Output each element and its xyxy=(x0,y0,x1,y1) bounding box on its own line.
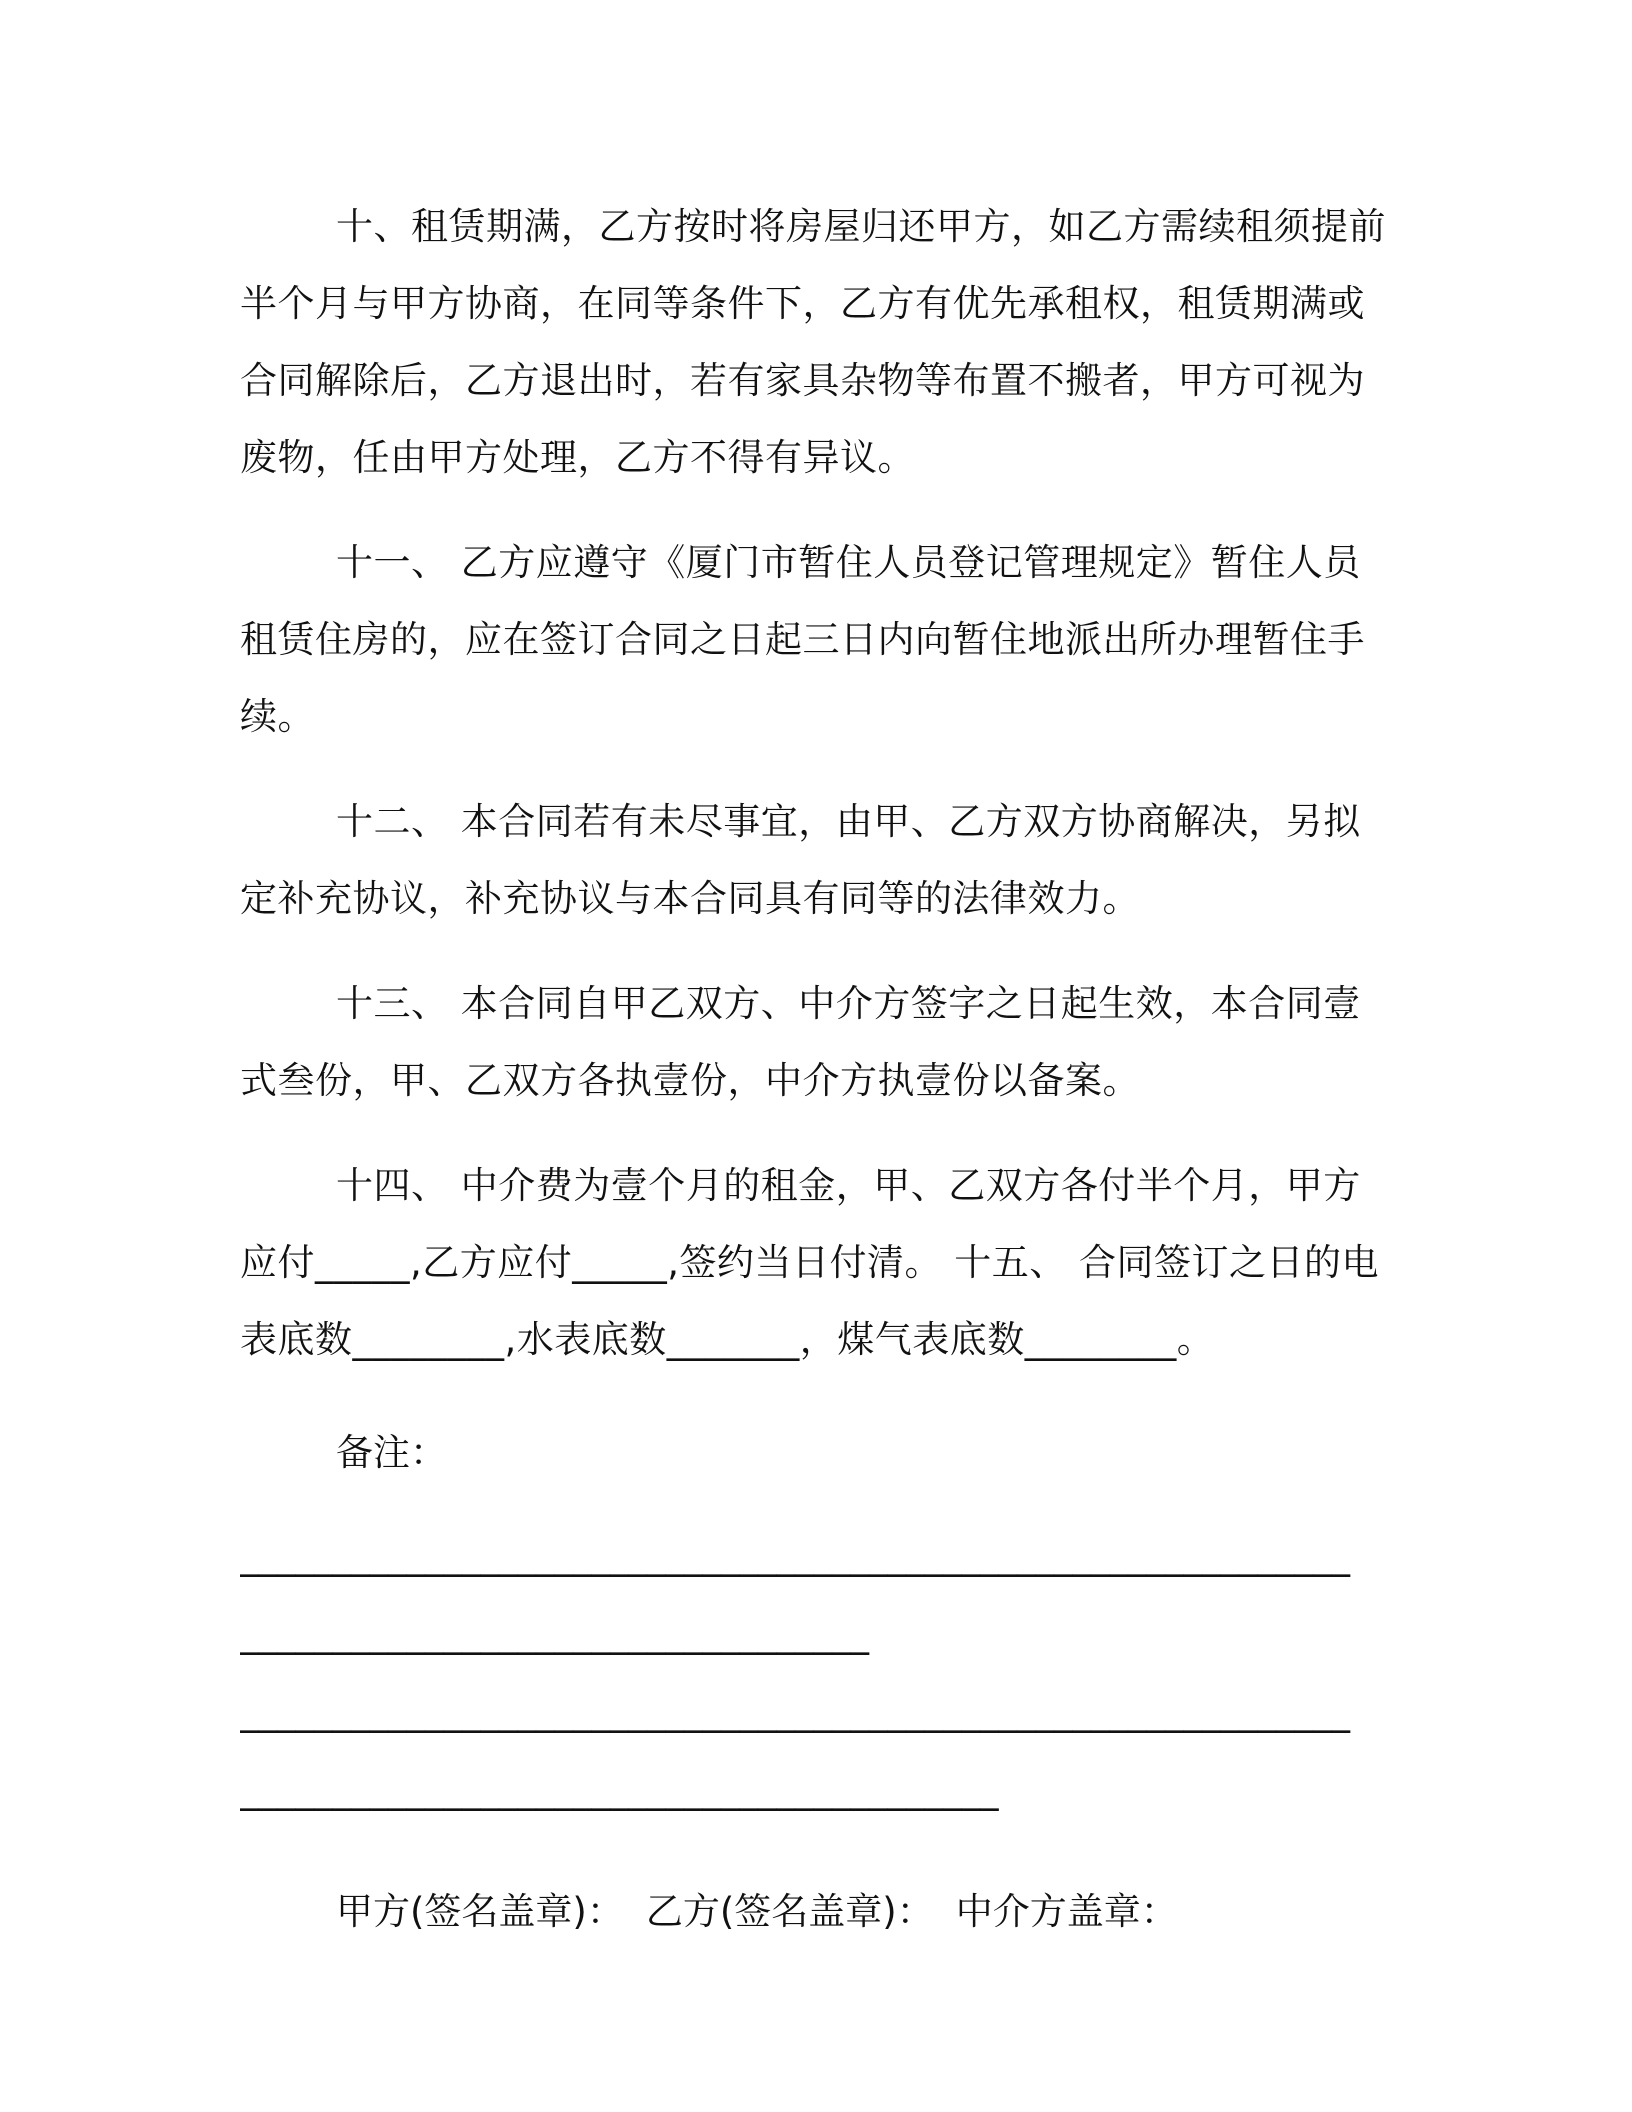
contract-body xyxy=(240,188,1390,1950)
clause-ten: 十、租赁期满，乙方按时将房屋归还甲方，如乙方需续租须提前半个月与甲方协商，在同等条件下，乙方有优先承租权，租赁期满或合同解除后，乙方退出时，若有家具杂物等布置不搬者，甲方可视为废物，任由甲方处理，乙方不得有异议。 xyxy=(240,205,1386,479)
clause-thirteen: 十三、 本合同自甲乙双方、中介方签字之日起生效，本合同壹式叁份，甲、乙双方各执壹份，中介方执壹份以备案。 xyxy=(240,982,1361,1102)
clause-eleven: 十一、 乙方应遵守《厦门市暂住人员登记管理规定》暂住人员租赁住房的，应在签订合同之日起三日内向暂住地派出所办理暂住手续。 xyxy=(240,541,1365,738)
clause-fourteen-fifteen: 十四、 中介费为壹个月的租金，甲、乙双方各付半个月，甲方应付_____,乙方应付_____,签约当日付清。 十五、 合同签订之日的电表底数________,水表底数_______，煤气表底数________。 xyxy=(240,1164,1380,1361)
notes-label: 备注： xyxy=(336,1431,447,1474)
notes-line: __________________________________ xyxy=(240,1612,869,1655)
party-a-signature-label: 甲方(签名盖章)： xyxy=(336,1890,624,1933)
notes-line: ____________________________________________________________ xyxy=(240,1690,1350,1733)
agency-seal-label: 中介方盖章： xyxy=(955,1890,1178,1933)
clause-twelve: 十二、 本合同若有未尽事宜，由甲、乙方双方协商解决，另拟定补充协议，补充协议与本合同具有同等的法律效力。 xyxy=(240,800,1361,920)
notes-blank-lines xyxy=(240,1517,1390,1829)
party-b-signature-label: 乙方(签名盖章)： xyxy=(645,1890,934,1933)
signature-row xyxy=(240,1873,1390,1950)
notes-line: _________________________________________ xyxy=(240,1768,999,1811)
notes-line: ____________________________________________________________ xyxy=(240,1534,1350,1577)
